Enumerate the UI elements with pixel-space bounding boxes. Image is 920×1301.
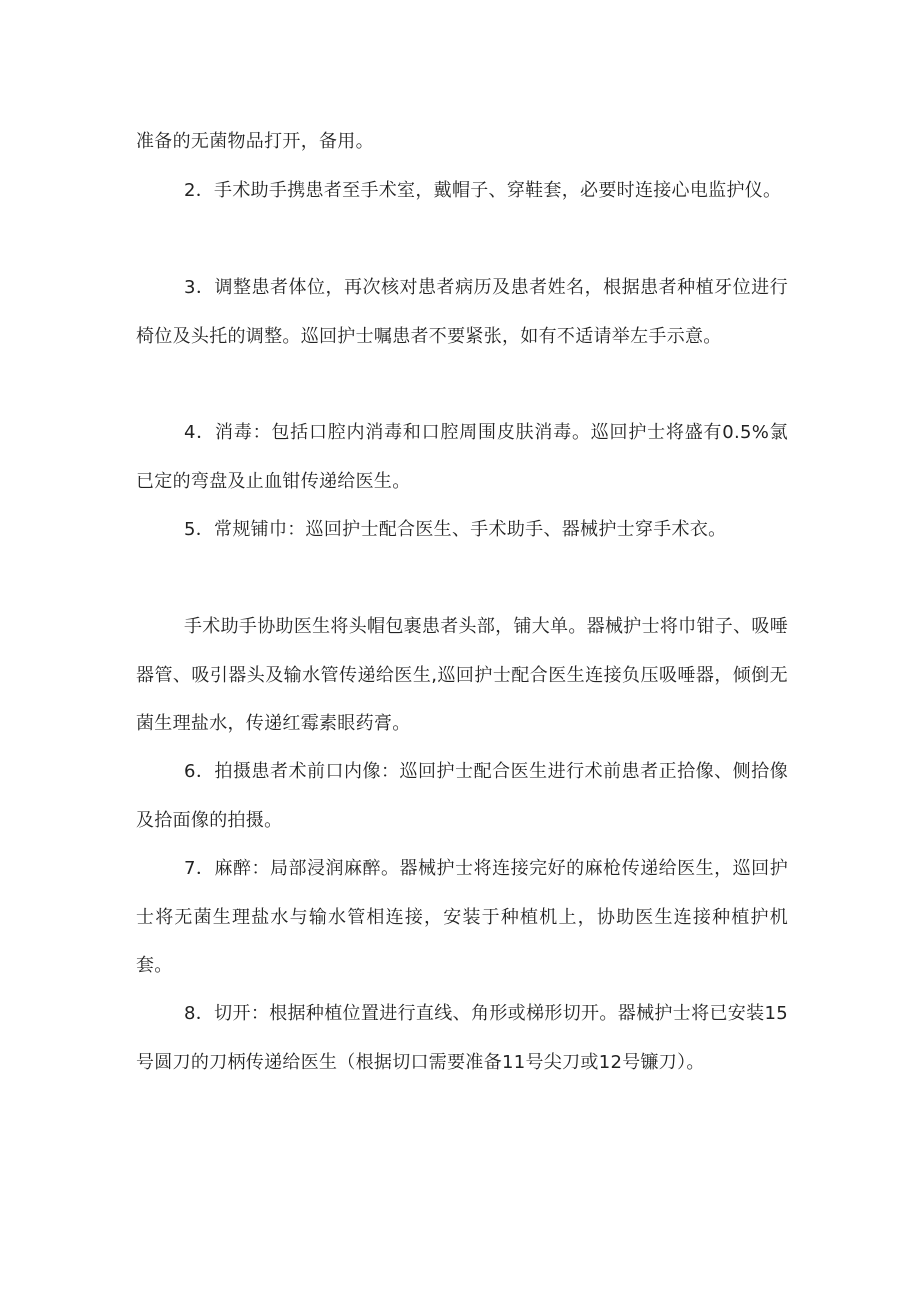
paragraph-step-6: 6．拍摄患者术前口内像：巡回护士配合医生进行术前患者正拾像、侧拾像及拾面像的拍摄。 (136, 761, 788, 831)
paragraph-step-8: 8．切开：根据种植位置进行直线、角形或梯形切开。器械护士将已安装15号圆刀的刀柄传递给医生（根据切口需要准备11号尖刀或12号镰刀）。 (136, 1003, 788, 1073)
paragraph-step-5-detail: 手术助手协助医生将头帽包裹患者头部，铺大单。器械护士将巾钳子、吸唾器管、吸引器头及输水管传递给医生,巡回护士配合医生连接负压吸唾器，倾倒无菌生理盐水，传递红霉素眼药膏。 (136, 616, 788, 734)
paragraph-step-7: 7．麻醉：局部浸润麻醉。器械护士将连接完好的麻枪传递给医生，巡回护士将无菌生理盐水与输水管相连接，安装于种植机上，协助医生连接种植护机套。 (136, 858, 788, 976)
paragraph-continuation: 准备的无菌物品打开，备用。 (136, 131, 374, 152)
paragraph-step-4: 4．消毒：包括口腔内消毒和口腔周围皮肤消毒。巡回护士将盛有0.5%氯已定的弯盘及止血钳传递给医生。 (136, 422, 788, 492)
paragraph-step-5: 5．常规铺巾：巡回护士配合医生、手术助手、器械护士穿手术衣。 (184, 519, 727, 540)
paragraph-step-2: 2．手术助手携患者至手术室，戴帽子、穿鞋套，必要时连接心电监护仪。 (184, 180, 782, 201)
paragraph-step-3: 3．调整患者体位，再次核对患者病历及患者姓名，根据患者种植牙位进行椅位及头托的调整。巡回护士嘱患者不要紧张，如有不适请举左手示意。 (136, 277, 788, 347)
